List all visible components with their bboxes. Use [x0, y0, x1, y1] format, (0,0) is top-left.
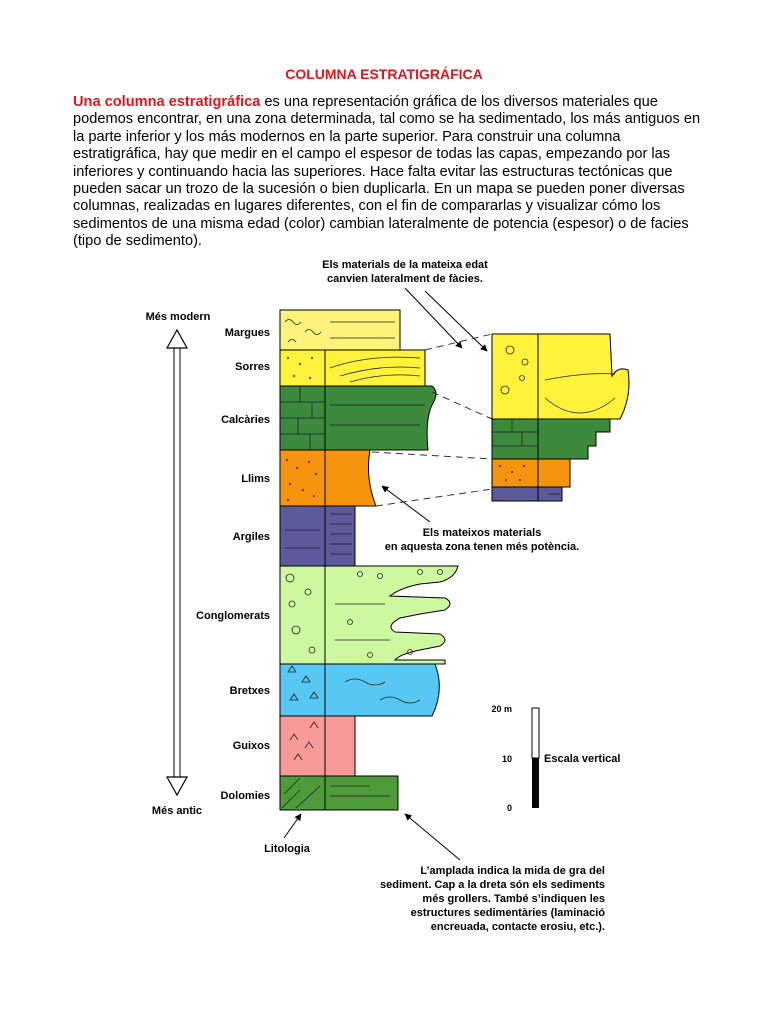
layer-label-llims: Llims — [241, 473, 270, 485]
intro-text: es una representación gráfica de los diversos materiales que podemos encontrar, en una zona determinada, tal como se ha sedimentado, los más antiguos en la parte inferior y los más modernos en la parte superior. Para construir una columna estratigráfica, hay que medir en el campo el espesor de todas las capas, empezando por las inferiores y continuando hacia las superiores. Hace falta evitar las estructuras tectónicas que pueden sacar un trozo de la sucesión o bien duplicarla. En un mapa se pueden poner diversas columnas, realizadas en lugares diferentes, con el fin de compararlas y visualizar cómo los sedimentos de una misma edad (color) cambian lateralmente de potencia (espesor) o de facies (tipo de sedimento). — [73, 94, 701, 250]
layer-label-margues: Margues — [224, 327, 270, 339]
layer-dolomies — [280, 776, 398, 810]
layer-label-dolomies: Dolomies — [220, 790, 270, 802]
label-mes-modern: Més modern — [145, 311, 211, 323]
layer-llims — [280, 450, 376, 506]
layer-guixos — [280, 716, 355, 776]
note-potencia-line1: Els mateixos materials — [422, 527, 542, 539]
note-width-line4: estructures sedimentàries (laminació — [410, 907, 605, 919]
right-layer-llims — [492, 459, 570, 487]
scale-tick-0: 0 — [506, 803, 512, 813]
layer-conglomerats — [280, 566, 458, 664]
vertical-scale — [491, 704, 620, 813]
width-note-arrow — [405, 814, 460, 860]
scale-tick-10: 10 — [501, 754, 512, 764]
note-width-line2: sediment. Cap a la dreta són els sediments — [380, 879, 605, 891]
layer-label-guixos: Guixos — [232, 740, 270, 752]
layer-label-bretxes: Bretxes — [229, 685, 270, 697]
layer-argiles — [280, 506, 355, 566]
layer-label-calcaries: Calcàries — [221, 414, 270, 426]
note-width-line1: L’amplada indica la mida de gra del — [420, 865, 605, 877]
label-litologia: Litologia — [264, 843, 310, 855]
note-width-line3: més grollers. També s’indiquen les — [422, 893, 605, 905]
right-layer-calcaries — [492, 419, 610, 459]
intro-highlight: Una columna estratigráfica — [73, 94, 261, 110]
label-mes-antic: Més antic — [151, 805, 203, 817]
layer-label-argiles: Argiles — [232, 531, 270, 543]
note-facies-line1: Els materials de la mateixa edat — [322, 259, 488, 271]
note-potencia-line2: en aquesta zona tenen més potència. — [384, 541, 580, 553]
scale-label: Escala vertical — [544, 753, 621, 765]
layer-sorres — [280, 350, 425, 386]
layer-bretxes — [280, 664, 439, 716]
scale-tick-20: 20 m — [491, 704, 512, 714]
layer-label-sorres: Sorres — [235, 361, 270, 373]
note-facies-line2: canvien lateralment de fàcies. — [327, 273, 483, 285]
litologia-arrow — [284, 814, 301, 838]
layer-label-conglomerats: Conglomerats — [196, 610, 270, 622]
page-title: COLUMNA ESTRATIGRÁFICA — [285, 66, 483, 82]
note-width-line5: encreuada, contacte erosiu, etc.). — [430, 921, 605, 933]
layer-margues — [280, 310, 400, 350]
time-double-arrow — [167, 330, 187, 795]
